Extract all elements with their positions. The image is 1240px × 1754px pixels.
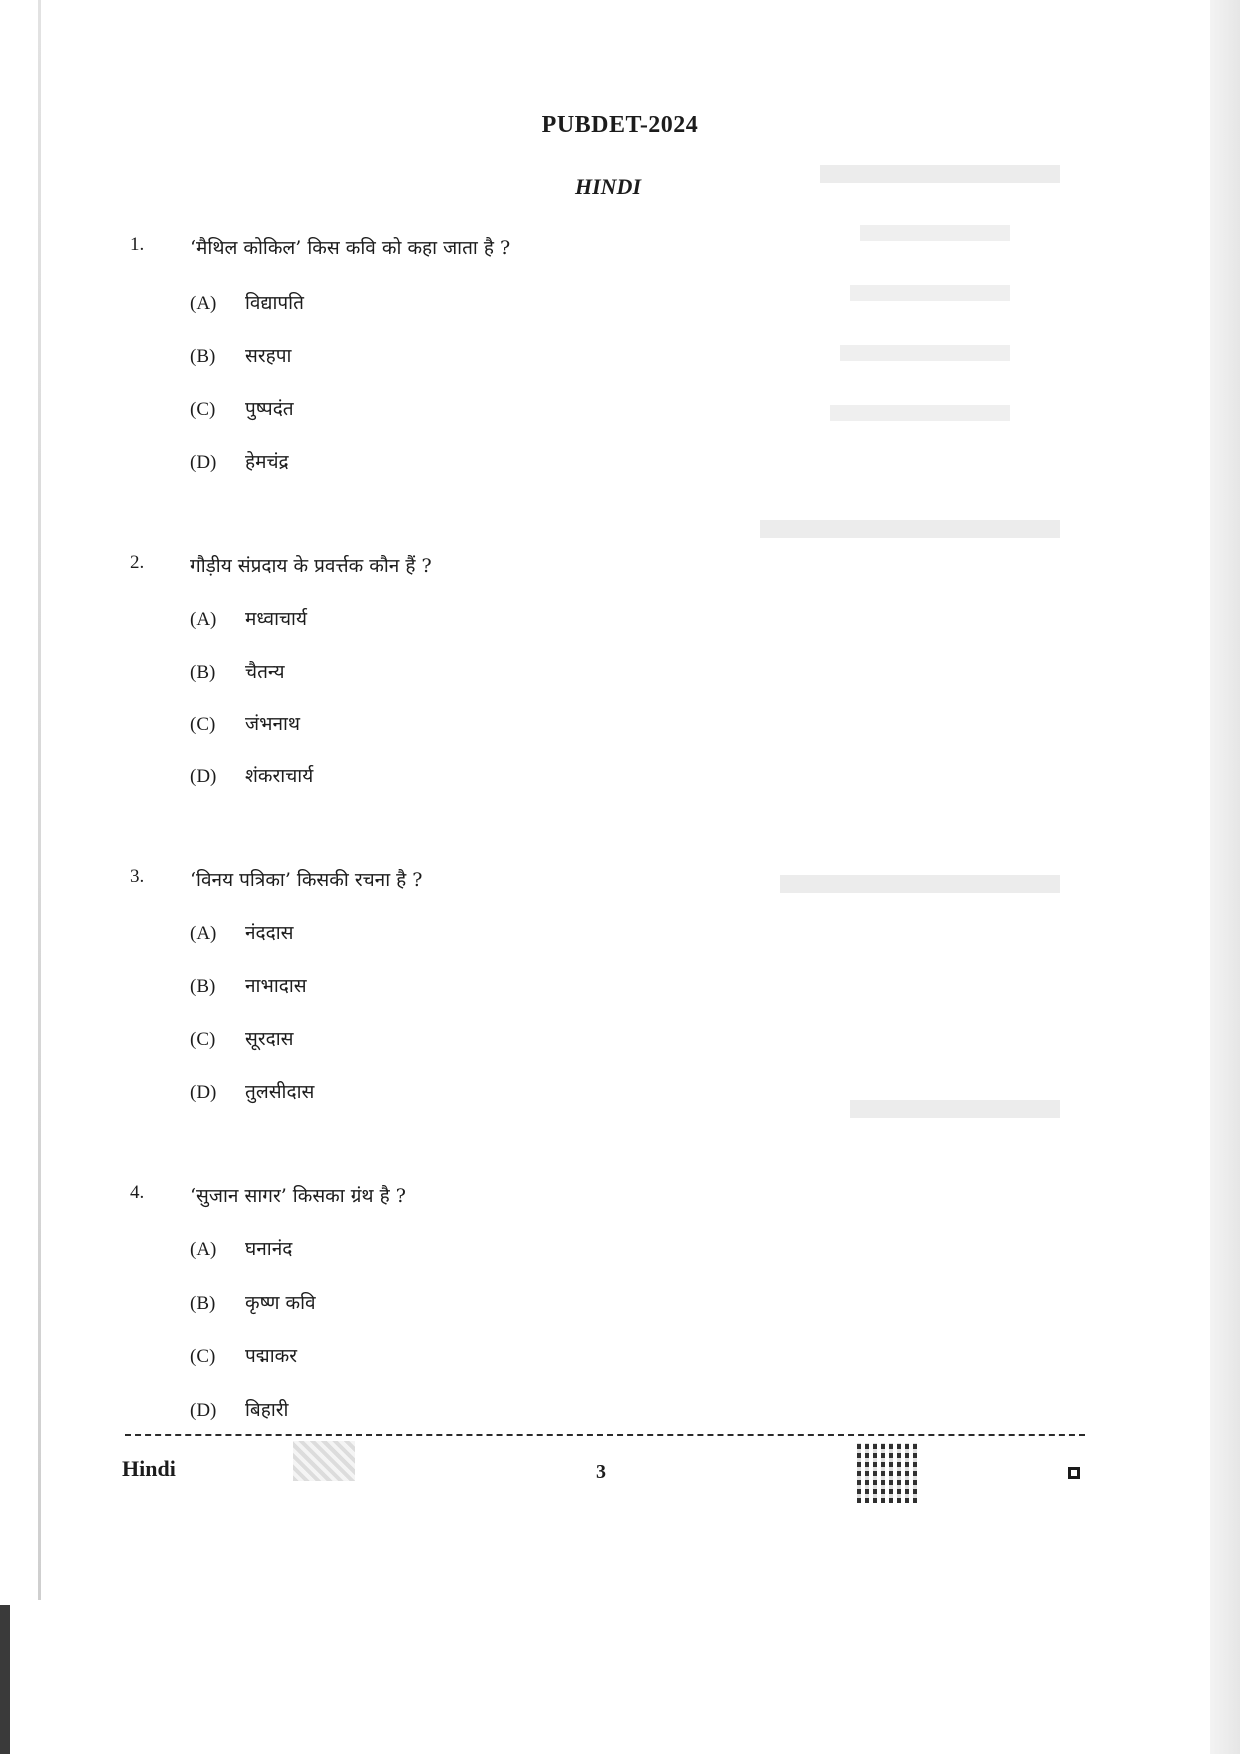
bleed-through-mark bbox=[850, 1100, 1060, 1118]
option-text: सरहपा bbox=[245, 345, 292, 367]
option-label: (B) bbox=[190, 1293, 216, 1314]
question-number: 1. bbox=[130, 234, 145, 255]
question-text: गौड़ीय संप्रदाय के प्रवर्त्तक कौन हैं ? bbox=[190, 555, 432, 577]
option-text: नंददास bbox=[245, 922, 294, 944]
question-number: 3. bbox=[130, 866, 145, 887]
qr-code-bleed-through bbox=[293, 1441, 355, 1481]
option-label: (D) bbox=[190, 1082, 217, 1103]
option-text: हेमचंद्र bbox=[245, 451, 289, 473]
option-text: सूरदास bbox=[245, 1028, 294, 1050]
option-label: (D) bbox=[190, 766, 217, 787]
question-text: ‘विनय पत्रिका’ किसकी रचना है ? bbox=[190, 869, 423, 891]
subject-heading: HINDI bbox=[575, 174, 642, 199]
bleed-through-mark bbox=[820, 165, 1060, 183]
option-label: (D) bbox=[190, 1400, 217, 1421]
option-label: (B) bbox=[190, 346, 216, 367]
option-text: बिहारी bbox=[245, 1399, 289, 1421]
option-label: (A) bbox=[190, 1239, 217, 1260]
page-number: 3 bbox=[596, 1461, 606, 1483]
option-a bbox=[190, 919, 294, 945]
qr-code-icon bbox=[857, 1443, 917, 1503]
option-label: (A) bbox=[190, 923, 217, 944]
option-c bbox=[190, 710, 300, 736]
bleed-through-mark bbox=[760, 520, 1060, 538]
option-label: (A) bbox=[190, 609, 217, 630]
option-label: (A) bbox=[190, 293, 217, 314]
bleed-through-mark bbox=[840, 345, 1010, 361]
option-a bbox=[190, 605, 307, 631]
scan-dark-corner bbox=[0, 1605, 10, 1754]
option-b bbox=[190, 1289, 316, 1315]
question-number: 4. bbox=[130, 1182, 145, 1203]
option-text: पद्माकर bbox=[245, 1345, 298, 1367]
option-label: (C) bbox=[190, 1029, 216, 1050]
question-number: 2. bbox=[130, 552, 145, 573]
option-d bbox=[190, 1078, 314, 1104]
option-text: शंकराचार्य bbox=[245, 765, 314, 787]
option-text: पुष्पदंत bbox=[245, 398, 294, 420]
option-d bbox=[190, 762, 313, 788]
exam-code: PUBDET-2024 bbox=[541, 112, 699, 138]
option-b bbox=[190, 658, 285, 684]
option-text: नाभादास bbox=[245, 975, 307, 997]
option-label: (B) bbox=[190, 976, 216, 997]
option-c bbox=[190, 1025, 293, 1051]
option-text: तुलसीदास bbox=[245, 1081, 315, 1103]
option-a bbox=[190, 289, 304, 315]
question-text: ‘मैथिल कोकिल’ किस कवि को कहा जाता है ? bbox=[190, 237, 511, 259]
bleed-through-mark bbox=[780, 875, 1060, 893]
option-b bbox=[190, 342, 291, 368]
option-label: (C) bbox=[190, 399, 216, 420]
option-a bbox=[190, 1235, 292, 1261]
option-c bbox=[190, 395, 294, 421]
option-text: घनानंद bbox=[245, 1238, 293, 1260]
bleed-through-mark bbox=[860, 225, 1010, 241]
option-text: चैतन्य bbox=[245, 661, 285, 683]
option-text: विद्यापति bbox=[245, 292, 304, 314]
option-label: (C) bbox=[190, 1346, 216, 1367]
option-d bbox=[190, 448, 289, 474]
option-d bbox=[190, 1396, 288, 1422]
bleed-through-mark bbox=[850, 285, 1010, 301]
option-text: कृष्ण कवि bbox=[245, 1292, 316, 1314]
footer-divider bbox=[125, 1434, 1085, 1436]
option-label: (D) bbox=[190, 452, 217, 473]
square-marker-icon bbox=[1068, 1467, 1080, 1479]
option-label: (B) bbox=[190, 662, 216, 683]
footer-subject: Hindi bbox=[122, 1456, 176, 1481]
option-text: जंभनाथ bbox=[245, 713, 301, 735]
bleed-through-mark bbox=[830, 405, 1010, 421]
scan-edge-left bbox=[38, 0, 41, 1600]
scan-edge-right bbox=[1210, 0, 1240, 1754]
option-label: (C) bbox=[190, 714, 216, 735]
option-b bbox=[190, 972, 307, 998]
option-c bbox=[190, 1342, 297, 1368]
option-text: मध्वाचार्य bbox=[245, 608, 307, 630]
question-text: ‘सुजान सागर’ किसका ग्रंथ है ? bbox=[190, 1185, 406, 1207]
